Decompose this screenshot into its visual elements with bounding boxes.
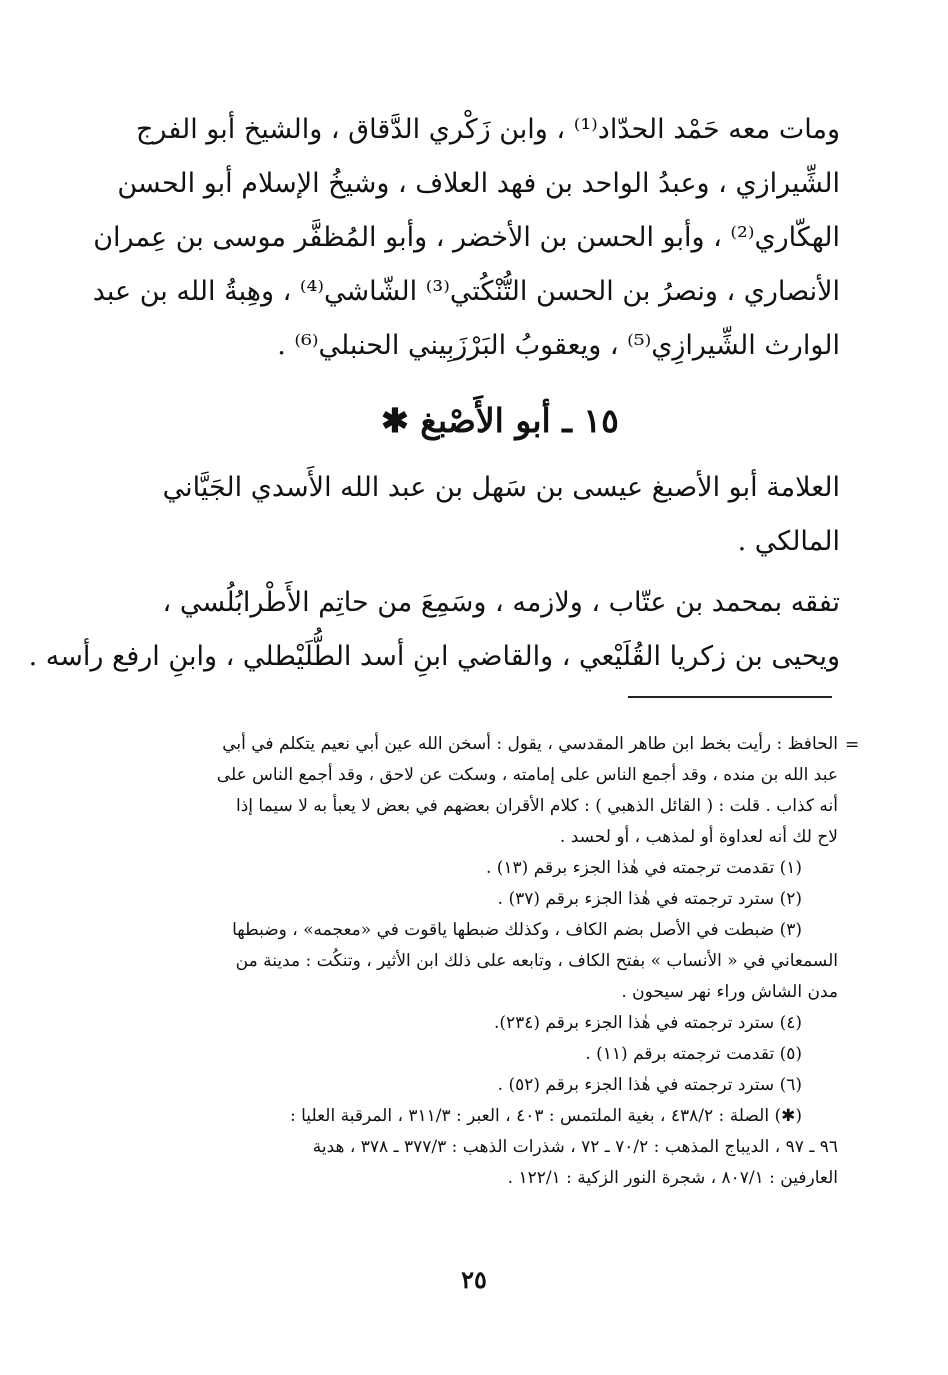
footnote-line: الحافظ : رأيت بخط ابن طاهر المقدسي ، يقول : أسخن الله عين أبي نعيم يتكلم في أبي [222, 734, 838, 754]
text-line: ويحيى بن زكريا القُلَيْعي ، والقاضي ابنِ أسد الطُّلَيْطلي ، وابنِ ارفع رأسه . [28, 641, 840, 672]
page-number: ٢٥ [461, 1265, 487, 1294]
footnote-line: (٦) سترد ترجمته في هٰذا الجزء برقم (٥٢) . [497, 1075, 802, 1095]
footnote-line: (١) تقدمت ترجمته في هٰذا الجزء برقم (١٣) . [485, 858, 802, 878]
text-line: الهكّاري⁽²⁾ ، وأبو الحسن بن الأخضر ، وأبو المُظفَّر موسى بن عِمران [93, 222, 840, 253]
entry-title: ١٥ ـ أبو الأَصْبغ ✱ [381, 401, 619, 440]
text-line: المالكي . [737, 526, 840, 557]
footnote-line: ٩٦ ـ ٩٧ ، الديباج المذهب : ٧٠/٢ ـ ٧٢ ، شذرات الذهب : ٣٧٧/٣ ـ ٣٧٨ ، هدية [312, 1137, 838, 1157]
text-line: تفقه بمحمد بن عتّاب ، ولازمه ، وسَمِعَ من حاتِم الأَطْرابُلُسي ، [162, 587, 840, 618]
footnotes [165, 729, 838, 1194]
footnote-continuation-mark: = [845, 735, 860, 755]
footnote-line: مدن الشاش وراء نهر سيحون . [621, 982, 838, 1002]
text-line: الشِّيرازي ، وعبدُ الواحد بن فهد العلاف ، وشيخُ الإسلام أبو الحسن [117, 168, 840, 199]
text-line: ومات معه حَمْد الحدّاد⁽¹⁾ ، وابن زَكْري الدَّقاق ، والشيخ أبو الفرج [136, 114, 840, 145]
biography-paragraph-2 [160, 461, 840, 569]
biography-paragraph-3 [28, 576, 840, 684]
footnote-line: (٥) تقدمت ترجمته برقم (١١) . [585, 1044, 802, 1064]
footnote-line: (✱) الصلة : ٤٣٨/٢ ، بغية الملتمس : ٤٠٣ ، العبر : ٣١١/٣ ، المرقبة العليا : [290, 1106, 802, 1126]
footnote-line: السمعاني في « الأنساب » بفتح الكاف ، وتابعه على ذلك ابن الأثير ، وتنكُت : مدينة من [235, 951, 838, 971]
footnote-line: لاح لك أنه لعداوة أو لمذهب ، أو لحسد . [559, 827, 838, 847]
biography-paragraph-1 [92, 103, 840, 373]
footnote-line: عبد الله بن منده ، وقد أجمع الناس على إمامته ، وسكت عن لاحق ، وقد أجمع الناس على [216, 765, 838, 785]
footnote-line: (٤) سترد ترجمته في هٰذا الجزء برقم (٢٣٤). [493, 1013, 802, 1033]
footnote-line: العارفين : ٨٠٧/١ ، شجرة النور الزكية : ١٢٢/١ . [507, 1168, 838, 1188]
text-line: الوارث الشِّيرازِي⁽⁵⁾ ، ويعقوبُ البَرْزَبِيني الحنبلي⁽⁶⁾ . [277, 330, 840, 361]
footnote-line: (٢) سترد ترجمته في هٰذا الجزء برقم (٣٧) . [497, 889, 802, 909]
text-line: العلامة أبو الأصبغ عيسى بن سَهل بن عبد الله الأَسدي الجَيَّاني [162, 472, 840, 503]
footnote-line: (٣) ضبطت في الأصل بضم الكاف ، وكذلك ضبطها ياقوت في «معجمه» ، وضبطها [232, 920, 802, 940]
footnote-line: أنه كذاب . قلت : ( القائل الذهبي ) : كلام الأقران بعضهم في بعض لا يعبأ به لا سيما إذا [236, 796, 838, 816]
footnote-divider [628, 696, 832, 698]
text-line: الأنصاري ، ونصرُ بن الحسن التُّنْكُتي⁽³⁾ الشّاشي⁽⁴⁾ ، وهِبةُ الله بن عبد [92, 276, 840, 307]
